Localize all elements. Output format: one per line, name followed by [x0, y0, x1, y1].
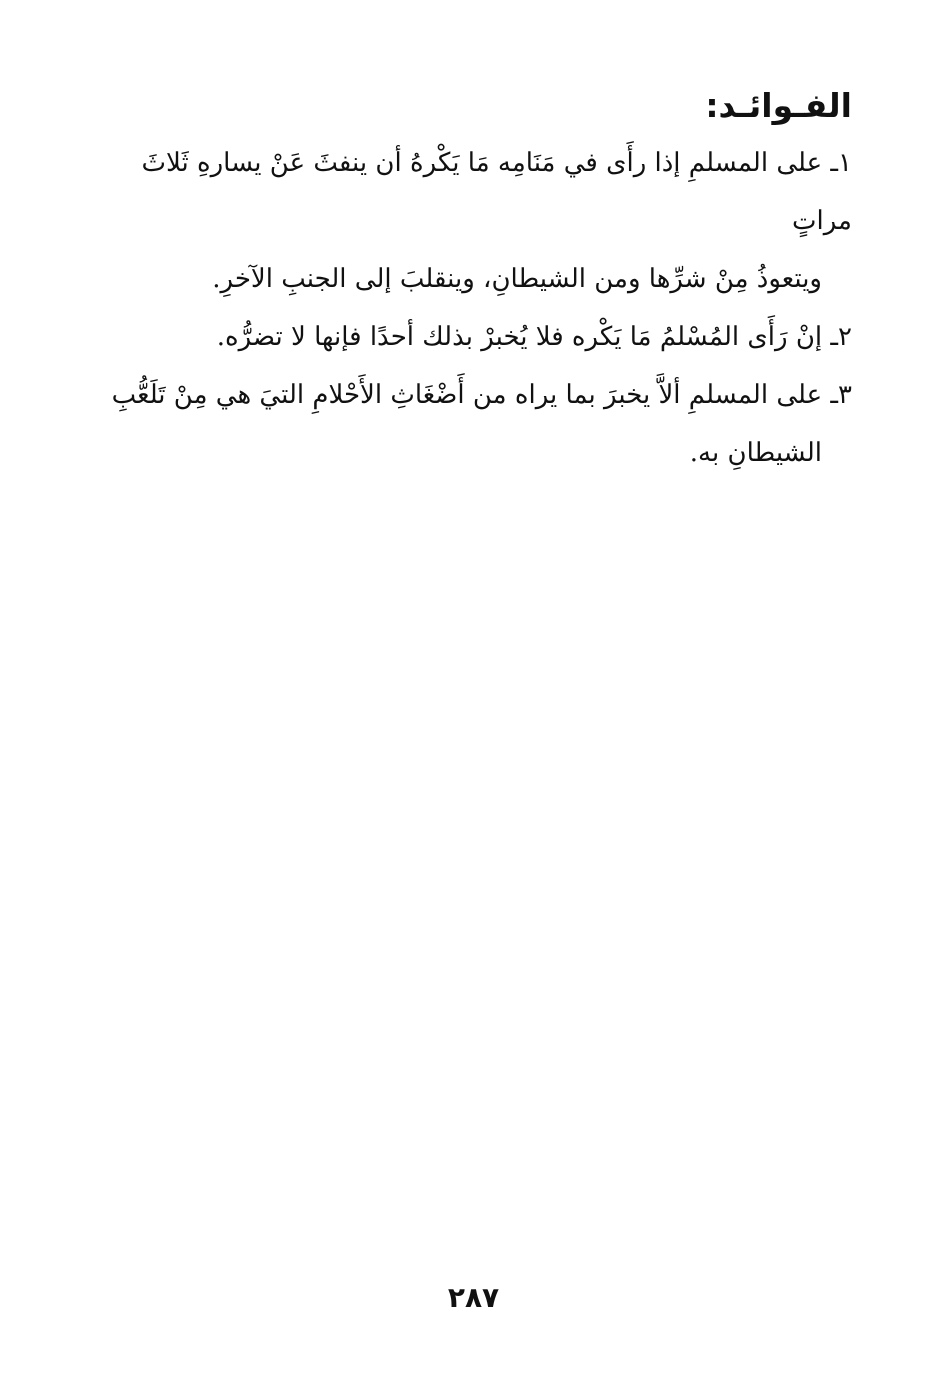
- list-item: [100, 308, 852, 366]
- page-number: ٢٨٧: [447, 1281, 500, 1314]
- item-number: ١ـ: [830, 148, 852, 178]
- item-number: ٣ـ: [830, 380, 852, 410]
- section-heading: الفـوائـد:: [705, 86, 852, 125]
- page-content: [100, 78, 852, 482]
- list-item: [100, 134, 852, 308]
- item-text-line1: على المسلمِ ألاَّ يخبرَ بما يراه من أَضْغَاثِ الأَحْلامِ التيَ هي مِنْ تَلَعُّبِ: [111, 380, 823, 410]
- item-text-line2: ويتعوذُ مِنْ شرِّها ومن الشيطانِ، وينقلبَ إلى الجنبِ الآخرِ.: [212, 264, 822, 294]
- item-text-line1: على المسلمِ إذا رأَى في مَنَامِه مَا يَكْرهُ أن ينفثَ عَنْ يسارهِ ثَلاثَ مراتٍ: [141, 148, 852, 236]
- item-number: ٢ـ: [830, 322, 852, 352]
- item-text-line1: إنْ رَأَى المُسْلمُ مَا يَكْره فلا يُخبرْ بذلك أحدًا فإنها لا تضرُّه.: [216, 322, 823, 352]
- item-text-line2: الشيطانِ به.: [689, 438, 822, 468]
- list-item: [100, 366, 852, 482]
